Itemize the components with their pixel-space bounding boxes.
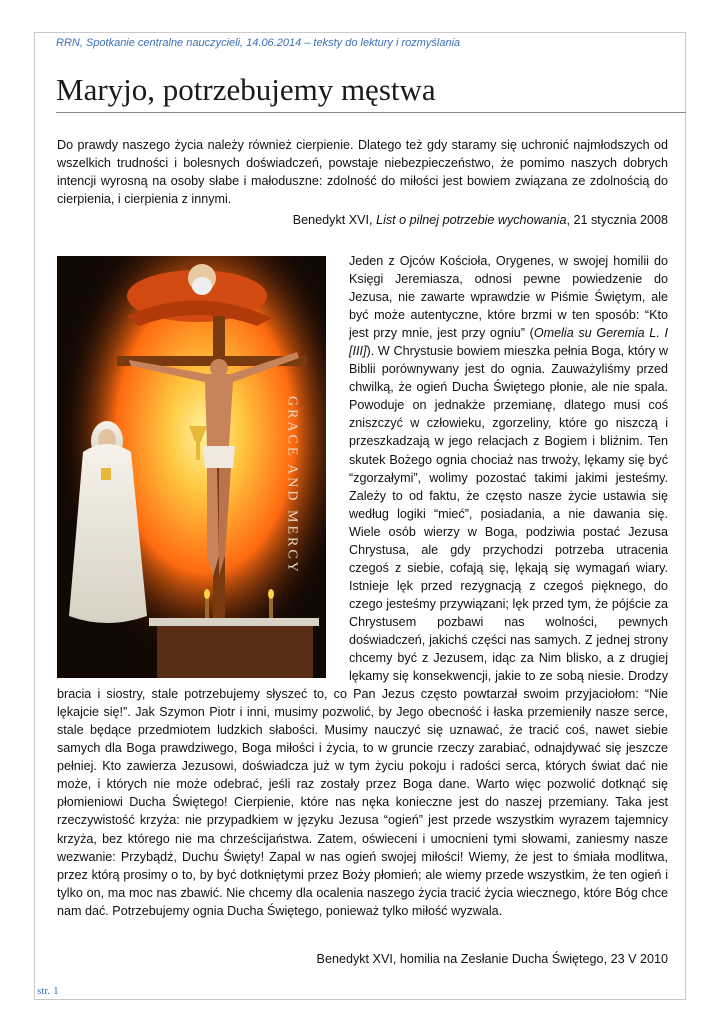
page-footer <box>37 985 59 997</box>
body-citation: Omelia su Geremia L. I [III] <box>349 326 668 359</box>
painting-inscription: GRACE AND MERCY <box>284 396 300 575</box>
body-attribution: Benedykt XVI, homilia na Zesłanie Ducha Świętego, 23 V 2010 <box>316 952 668 966</box>
intro-paragraph: Do prawdy naszego życia należy również cierpienie. Dlatego też gdy staramy się uchronić najmłodszych od wszelkich trudności i bolesnych doświadczeń, powstaje niebezpieczeństwo, że pomimo naszych dobrych intencji wyrosną na osoby słabe i małoduszne: zdolność do miłości jest bowiem związana ze zdolnością do cierpienia, i cierpienia z innymi. <box>57 138 668 207</box>
running-header: RRN, Spotkanie centralne nauczycieli, 14.06.2014 – teksty do lektury i rozmyślania <box>56 37 461 49</box>
crucifixion-illustration <box>57 256 326 678</box>
intro-attribution-author: Benedykt XVI, <box>292 213 377 227</box>
page-label: str. <box>37 985 51 997</box>
page-title: Maryjo, potrzebujemy męstwa <box>56 72 436 107</box>
body-paragraph-part-b: ). W Chrystusie bowiem mieszka pełnia Boga, który w Biblii porównywany jest do ognia. Zauważyliśmy przed chwilką, że ogień Ducha Świętego płonie, ale nie spala. Powoduje on jednakże przemianę, dlatego musi coś zniszczyć w człowieku, zgorzeliny, które go niszczą i przeszkadzają w jego relacjach z Bogiem i bliźnim. Ten skutek Bożego ognia chociaż nas trwoży, lękamy się być “zgorzałymi”, wolimy pozostać takimi jakimi jesteśmy. Zależy to od faktu, że często nasze życie ustawia się według logiki “mieć”, posiadania, a nie dawania się. Wiele osób wierzy w Boga, podziwia postać Jezusa Chrystusa, ale gdy przychodzi potrzeba utracenia czegoś z siebie, cofają się, lękają się wymagań wiary. Istnieje lęk przed rezygnacją z czegoś pięknego, do czego jesteśmy przywiązani; lęk przed tym, że pójście za Chrystusem pozbawi nas wolności, pewnych doświadczeń, jakichś części nas samych. Z jednej strony chcemy być z Jezusem, idąc za Nim blisko, a z drugiej lękamy się konsekwencji, jakie to ze sobą niesie. Drodzy bracia i siostry, stale potrzebujemy słyszeć to, co Pan Jezus często powtarzał swoim przyjaciołom: “Nie lękajcie się!”. Jak Szymon Piotr i inni, musimy pozwolić, by Jego obecność i łaska przemieniły nasze serce, stale będące przedmiotem ludzkich słabości. Musimy nauczyć się uznawać, że tracić coś, nawet siebie samych dla Boga prawdziwego, Boga miłości i życia, to w gruncie rzeczy zarabiać, odnajdywać się jeszcze pełniej. Kto zawierza Jezusowi, doświadcza już w tym życiu pokoju i radości serca, których świat dać nie może, i których nie może odebrać, jeśli raz zostały przez Boga dane. Warto więc pozwolić dotknąć się płomieniowi Ducha Świętego! Cierpienie, które nas nęka konieczne jest do naszej przemiany. Taka jest rzeczywistość krzyża: nie przypadkiem w języku Jezusa “ogień” jest przede wszystkim wyrazem tajemnicy krzyża, bez którego nie ma chrześcijaństwa. Zatem, oświeceni i umocnieni tymi słowami, zaniesmy nasze wezwanie: Przybądź, Duchu Święty! Zapal w nas ogień swojej miłości! Wiemy, że jest to śmiała modlitwa, przez którą prosimy o to, by być dotkniętymi przez Boży płomień; ale wiemy przede wszystkim, że ten ogień i tylko on, ma moc nas zbawić. Nie chcemy dla ocalenia naszego życia tracić życia wiecznego, które Bóg chce nam dać. Potrzebujemy ognia Ducha Świętego, ponieważ tylko miłość wyzwala. <box>57 344 668 918</box>
title-divider <box>56 112 686 113</box>
page-number: 1 <box>53 985 59 997</box>
crucifixion-painting <box>57 256 326 678</box>
intro-attribution-title: List o pilnej potrzebie wychowania <box>376 213 567 227</box>
intro-attribution <box>57 211 668 229</box>
main-body <box>57 252 668 920</box>
intro-attribution-date: , 21 stycznia 2008 <box>566 213 668 227</box>
body-paragraph-part-a: Jeden z Ojców Kościoła, Orygenes, w swojej homilii do Księgi Jeremiasza, odnosi pewne powiedzenie do Jezusa, nie zawarte wprawdzie w Piśmie Świętym, ale być może autentyczne, które brzmi w ten sposób: “Kto jest przy mnie, jest przy ogniu” ( <box>349 254 668 341</box>
